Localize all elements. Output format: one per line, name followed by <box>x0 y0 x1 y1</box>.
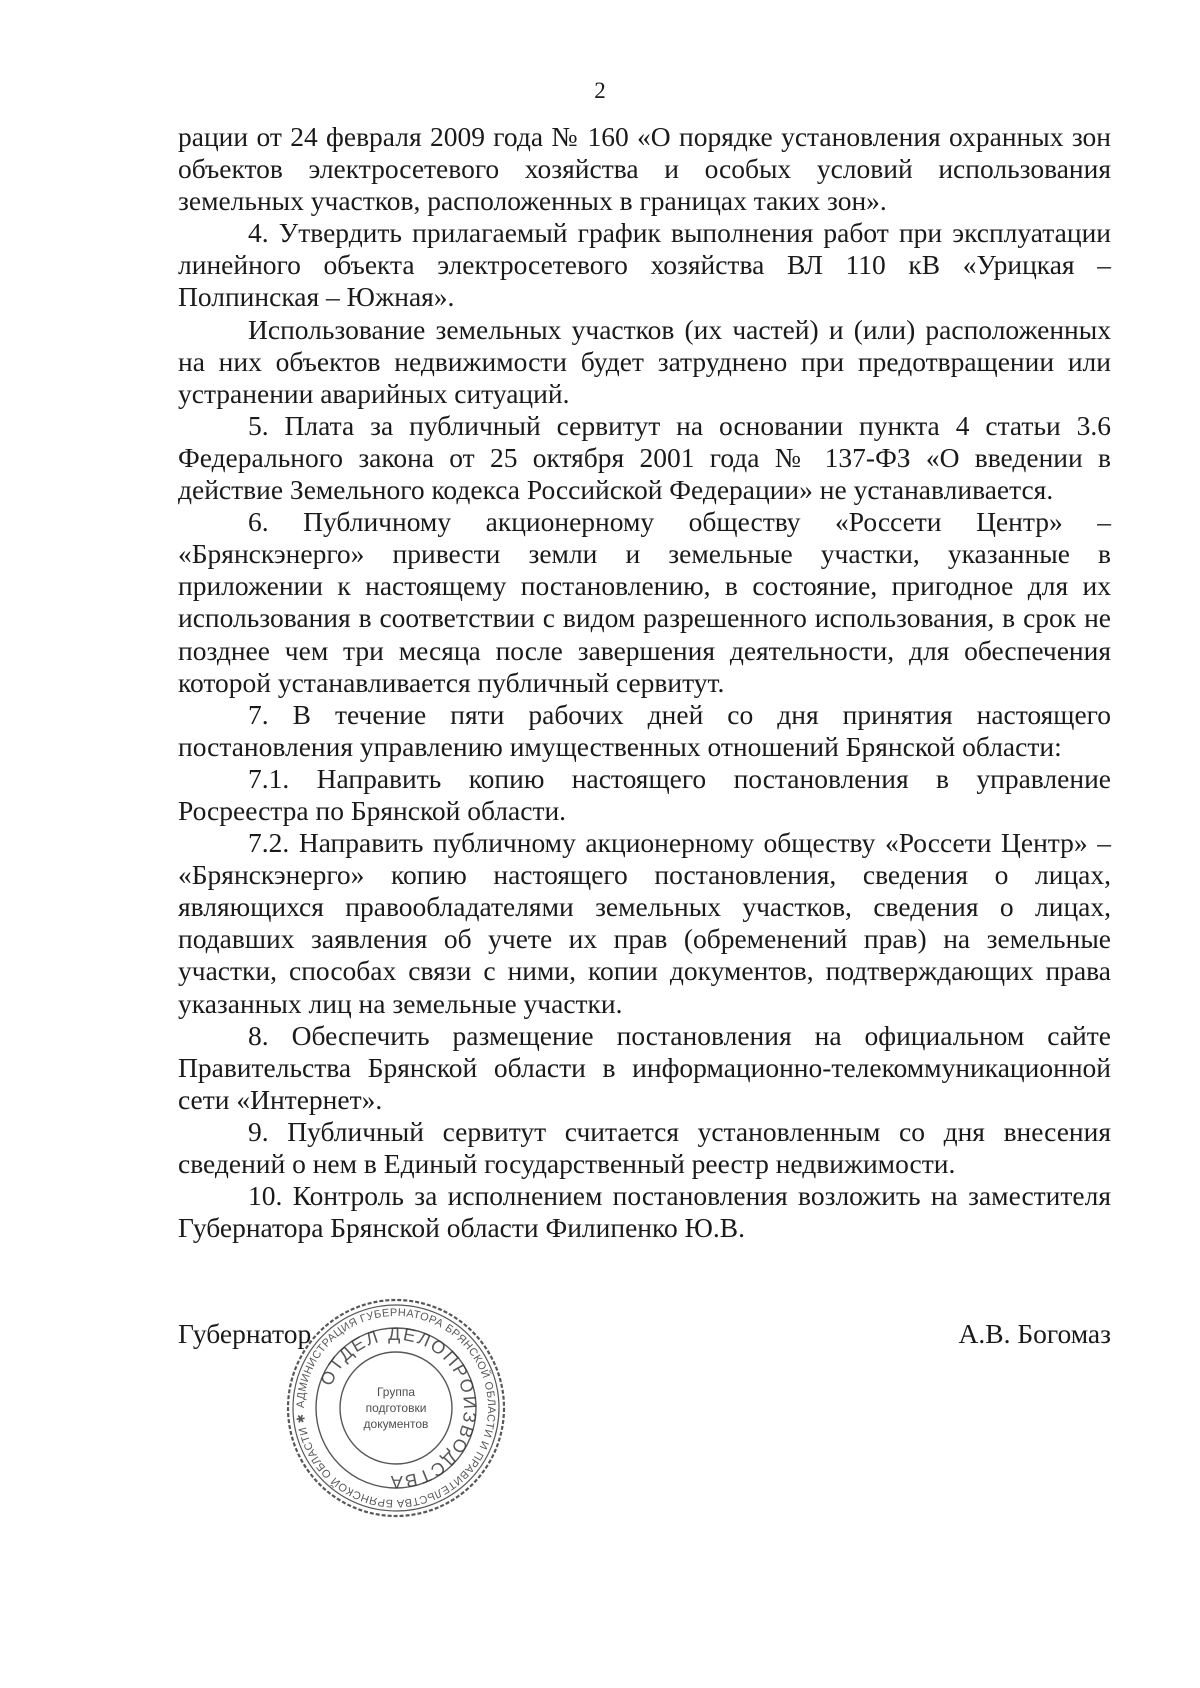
paragraph-item-5: 5. Плата за публичный сервитут на основании пункта 4 статьи 3.6 Федерального закона от 25 октября 2001 года № 137-ФЗ «О введении в действие Земельного кодекса Российской Федерации» не устанавливается. <box>178 409 1111 506</box>
stamp-center-line-2: подготовки <box>365 1401 427 1415</box>
paragraph-land-use: Использование земельных участков (их частей) и (или) расположенных на них объектов недвижимости будет затруднено при предотвращении или устранении аварийных ситуаций. <box>178 313 1111 409</box>
stamp-outer-text: АДМИНИСТРАЦИЯ ГУБЕРНАТОРА БРЯНСКОЙ ОБЛАСТИ И ПРАВИТЕЛЬСТВА БРЯНСКОЙ ОБЛАСТИ ✱ <box>294 1306 498 1510</box>
paragraph-item-9: 9. Публичный сервитут считается установленным со дня внесения сведений о нем в Единый государственный реестр недвижимости. <box>178 1115 1111 1179</box>
paragraph-item-7: 7. В течение пяти рабочих дней со дня принятия настоящего постановления управлению имущественных отношений Брянской области: <box>178 698 1111 762</box>
document-body <box>178 121 1111 1244</box>
paragraph-continuation: рации от 24 февраля 2009 года № 160 «О порядке установления охранных зон объектов электросетевого хозяйства и особых условий использования земельных участков, расположенных в границах таких зон». <box>178 121 1111 217</box>
paragraph-item-10: 10. Контроль за исполнением постановления возложить на заместителя Губернатора Брянской области Филипенко Ю.В. <box>178 1180 1111 1244</box>
paragraph-item-6: 6. Публичному акционерному обществу «Россети Центр» – «Брянскэнерго» привести земли и земельные участки, указанные в приложении к настоящему постановлению, в состояние, пригодное для их использования в соответствии с видом разрешенного использования, в срок не позднее чем три месяца после завершения деятельности, для обеспечения которой устанавливается публичный сервитут. <box>178 506 1111 698</box>
paragraph-item-8: 8. Обеспечить размещение постановления на официальном сайте Правительства Брянской области в информационно-телекоммуникационной сети «Интернет». <box>178 1019 1111 1115</box>
stamp-center-line-3: документов <box>363 1417 429 1431</box>
page-number: 2 <box>594 78 606 103</box>
stamp-middle-text: ОТДЕЛ ДЕЛОПРОИЗВОДСТВА <box>316 1323 481 1493</box>
paragraph-item-7-1: 7.1. Направить копию настоящего постановления в управление Росреестра по Брянской области. <box>178 762 1111 826</box>
paragraph-item-4: 4. Утвердить прилагаемый график выполнения работ при эксплуатации линейного объекта электросетевого хозяйства ВЛ 110 кВ «Урицкая – Полпинская – Южная». <box>178 217 1111 313</box>
official-stamp-icon <box>284 1296 508 1520</box>
signatory-title: Губернатор <box>178 1318 312 1349</box>
signatory-name: А.В. Богомаз <box>958 1318 1111 1349</box>
paragraph-item-7-2: 7.2. Направить публичному акционерному обществу «Россети Центр» – «Брянскэнерго» копию настоящего постановления, сведения о лицах, являющихся правообладателями земельных участков, сведения о лицах, подавших заявления об учете их прав (обременений прав) на земельные участки, способах связи с ними, копии документов, подтверждающих права указанных лиц на земельные участки. <box>178 827 1111 1019</box>
stamp-center-line-1: Группа <box>376 1385 416 1399</box>
